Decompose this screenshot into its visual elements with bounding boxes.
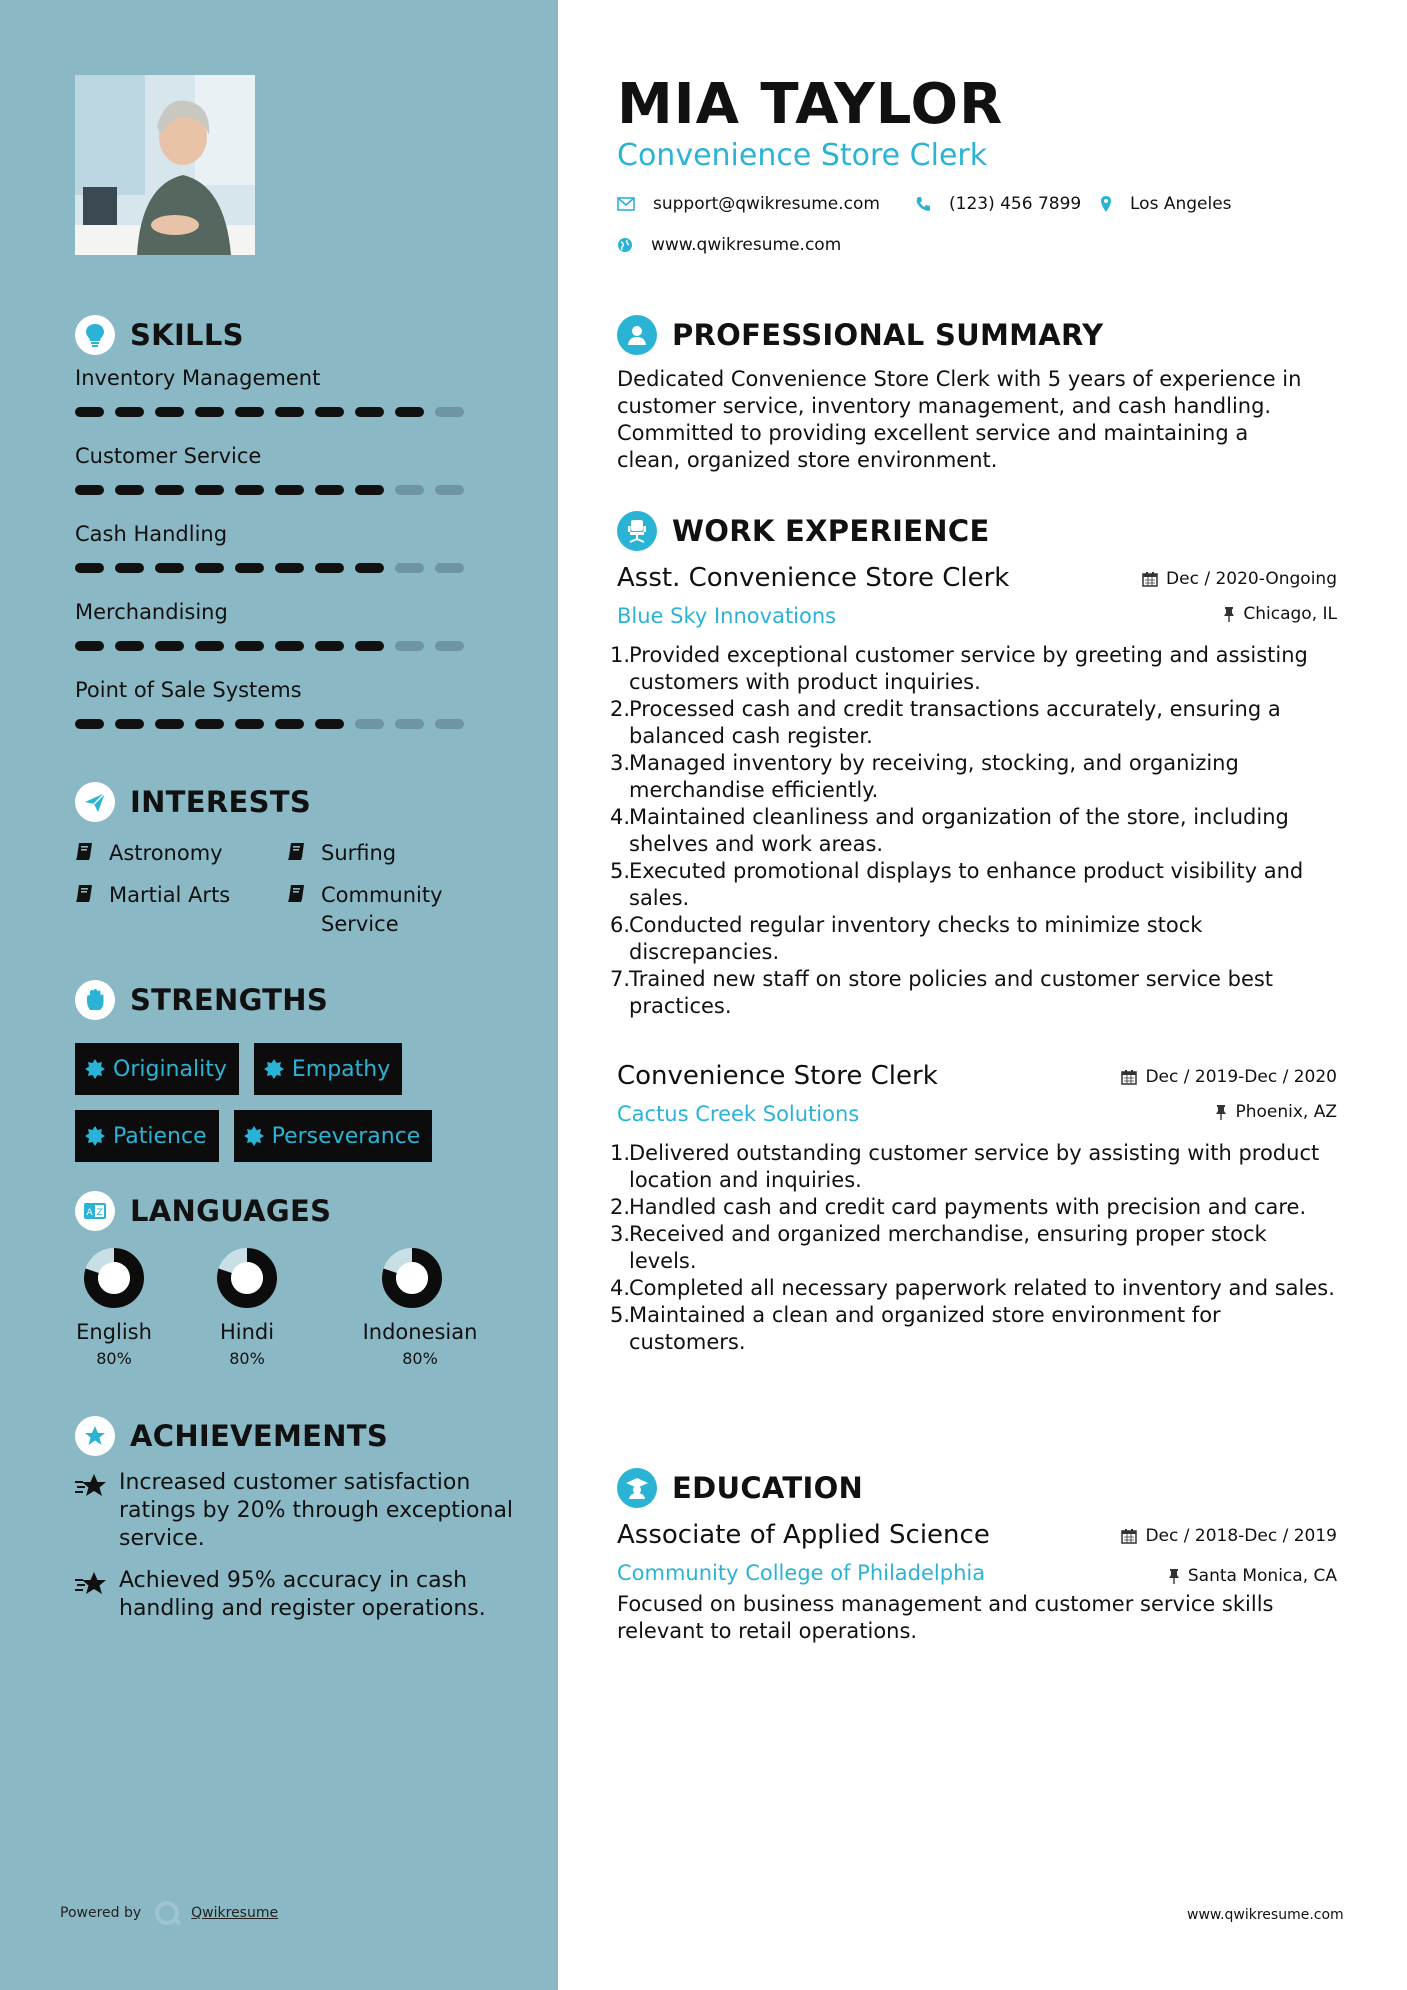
responsibility-text: Trained new staff on store policies and customer service best practices.: [629, 967, 1274, 1018]
skills-title: SKILLS: [130, 318, 244, 352]
list-number: 5.: [610, 859, 631, 883]
skill-level-bar: [75, 641, 475, 651]
interest-item: [287, 839, 487, 868]
skill-name: Customer Service: [75, 444, 262, 468]
education-location-text: Santa Monica, CA: [1187, 1566, 1337, 1586]
skill-level-segment: [235, 563, 264, 573]
skill-level-segment: [115, 563, 144, 573]
skill-level-segment: [275, 563, 304, 573]
interest-label: Community Service: [321, 883, 443, 936]
responsibility-item: [610, 1275, 1337, 1302]
list-number: 7.: [610, 967, 631, 991]
contact-email[interactable]: [617, 194, 880, 214]
language-item: [75, 1246, 153, 1368]
responsibility-text: Received and organized merchandise, ensuring proper stock levels.: [629, 1222, 1267, 1273]
language-percent: 80%: [96, 1349, 132, 1368]
skill-level-segment: [155, 641, 184, 651]
skill-level-segment: [275, 719, 304, 729]
interest-item: [75, 881, 287, 939]
job-dates-text: Dec / 2019-Dec / 2020: [1145, 1067, 1337, 1087]
skill-level-segment: [115, 719, 144, 729]
language-name: Indonesian: [362, 1320, 478, 1344]
skill-level-segment: [195, 407, 224, 417]
responsibility-item: [610, 1302, 1337, 1356]
skill-level-segment: [235, 485, 264, 495]
responsibility-text: Executed promotional displays to enhance product visibility and sales.: [629, 859, 1304, 910]
book-icon: [75, 841, 95, 861]
lightbulb-icon: [75, 315, 115, 355]
list-number: 4.: [610, 1276, 631, 1300]
education-dates: [1121, 1526, 1337, 1546]
job-entry: [610, 560, 1337, 1020]
skill-level-segment: [115, 641, 144, 651]
qwikresume-logo-icon: [153, 1900, 183, 1926]
achievement-text: Increased customer satisfaction ratings by 20% through exceptional service.: [119, 1470, 514, 1551]
interests-title: INTERESTS: [130, 785, 312, 819]
skill-item: [75, 592, 515, 670]
responsibility-item: [610, 858, 1337, 912]
sidebar: [0, 0, 558, 1990]
responsibility-text: Maintained a clean and organized store environment for customers.: [629, 1303, 1221, 1354]
achievement-item: [75, 1567, 515, 1623]
language-percent: 80%: [402, 1349, 438, 1368]
school-name: Community College of Philadelphia: [617, 1561, 986, 1585]
skill-level-segment: [155, 563, 184, 573]
achievement-star-icon: [75, 1473, 107, 1499]
interest-item: [75, 839, 287, 868]
skill-name: Cash Handling: [75, 522, 228, 546]
raised-hand-icon: [75, 980, 115, 1020]
map-pin-icon: [1100, 195, 1112, 213]
skill-level-segment: [395, 563, 424, 573]
list-number: 3.: [610, 751, 631, 775]
strength-label: Originality: [113, 1056, 227, 1082]
interest-item: [287, 881, 487, 939]
language-name: Hindi: [219, 1320, 275, 1344]
responsibility-item: [610, 1194, 1337, 1221]
strength-badge: [254, 1043, 402, 1095]
interests-list: [75, 839, 515, 939]
contact-phone[interactable]: [915, 194, 1081, 214]
user-icon: [617, 315, 657, 355]
responsibility-text: Processed cash and credit transactions accurately, ensuring a balanced cash register.: [629, 697, 1281, 748]
strength-badge: [75, 1043, 239, 1095]
language-percent: 80%: [229, 1349, 265, 1368]
language-level-donut: [380, 1246, 444, 1310]
list-number: 2.: [610, 1195, 631, 1219]
experience-title: WORK EXPERIENCE: [672, 514, 990, 548]
email-text: support@qwikresume.com: [653, 194, 880, 214]
phone-text: (123) 456 7899: [949, 194, 1082, 214]
language-name: English: [76, 1320, 152, 1344]
list-number: 1.: [610, 643, 631, 667]
responsibility-text: Delivered outstanding customer service by assisting with product location and inquiries.: [629, 1141, 1320, 1192]
responsibility-item: [610, 696, 1337, 750]
language-donut-hole: [396, 1262, 428, 1294]
skill-level-segment: [395, 641, 424, 651]
summary-text: Dedicated Convenience Store Clerk with 5 years of experience in customer service, inventory management, and cash handling. Committed to providing excellent service and maintaining a clean, organized store environment.: [617, 367, 1302, 472]
job-dates: [1142, 569, 1337, 589]
languages-list: [75, 1246, 515, 1376]
book-icon: [75, 883, 95, 903]
skill-level-segment: [355, 641, 384, 651]
skill-level-segment: [235, 719, 264, 729]
list-number: 5.: [610, 1303, 631, 1327]
education-section: [617, 1465, 1337, 1645]
skill-level-segment: [395, 719, 424, 729]
sun-burst-icon: [264, 1059, 284, 1079]
skill-level-segment: [435, 719, 464, 729]
footer-website[interactable]: www.qwikresume.com: [1187, 1907, 1344, 1923]
paper-plane-icon: [75, 782, 115, 822]
summary-title: PROFESSIONAL SUMMARY: [672, 318, 1104, 352]
skill-level-segment: [275, 407, 304, 417]
job-location-text: Phoenix, AZ: [1235, 1102, 1337, 1122]
job-location: [1215, 1102, 1337, 1122]
strength-badge: [75, 1110, 219, 1162]
skill-level-segment: [75, 563, 104, 573]
languages-title: LANGUAGES: [130, 1194, 332, 1228]
office-chair-icon: [617, 511, 657, 551]
interests-section: [75, 779, 515, 939]
strengths-list: [75, 1043, 515, 1177]
strengths-title: STRENGTHS: [130, 983, 329, 1017]
skill-level-segment: [155, 485, 184, 495]
sun-burst-icon: [85, 1059, 105, 1079]
language-item: [215, 1246, 279, 1368]
candidate-role: Convenience Store Clerk: [617, 138, 988, 173]
achievements-section: [75, 1413, 515, 1623]
skill-item: [75, 514, 515, 592]
skill-name: Inventory Management: [75, 366, 321, 390]
skill-level-segment: [395, 485, 424, 495]
job-entry: [610, 1058, 1337, 1356]
skill-level-bar: [75, 563, 475, 573]
skill-name: Merchandising: [75, 600, 228, 624]
responsibility-text: Maintained cleanliness and organization of the store, including shelves and work areas.: [629, 805, 1289, 856]
responsibility-item: [610, 1221, 1337, 1275]
sun-burst-icon: [244, 1126, 264, 1146]
sun-burst-icon: [85, 1126, 105, 1146]
strength-badge: [234, 1110, 433, 1162]
skill-level-segment: [155, 407, 184, 417]
powered-by: [60, 1900, 278, 1926]
skill-level-segment: [195, 719, 224, 729]
job-dates: [1121, 1067, 1337, 1087]
calendar-icon: [1142, 571, 1158, 587]
star-badge-icon: [75, 1416, 115, 1456]
skill-level-bar: [75, 407, 475, 417]
language-level-donut: [215, 1246, 279, 1310]
responsibility-item: [610, 1140, 1337, 1194]
responsibility-item: [610, 966, 1337, 1020]
education-description: Focused on business management and customer service skills relevant to retail operations.: [617, 1592, 1274, 1643]
experience-section: [610, 508, 1337, 1356]
graduate-icon: [617, 1468, 657, 1508]
responsibility-item: [610, 642, 1337, 696]
skill-level-segment: [275, 485, 304, 495]
skill-level-segment: [355, 407, 384, 417]
list-number: 4.: [610, 805, 631, 829]
job-company: Blue Sky Innovations: [617, 604, 837, 628]
skills-list: [75, 358, 515, 748]
language-donut-hole: [231, 1262, 263, 1294]
skill-level-segment: [75, 719, 104, 729]
achievements-list: [75, 1469, 515, 1623]
job-company: Cactus Creek Solutions: [617, 1102, 860, 1126]
strength-label: Perseverance: [271, 1123, 421, 1149]
skill-level-segment: [275, 641, 304, 651]
languages-section: [75, 1188, 515, 1376]
skill-level-segment: [235, 407, 264, 417]
interest-label: Surfing: [321, 841, 397, 865]
skill-level-segment: [195, 563, 224, 573]
skill-item: [75, 358, 515, 436]
education-entry: [617, 1517, 1337, 1645]
calendar-icon: [1121, 1069, 1137, 1085]
qwikresume-link[interactable]: Qwikresume: [191, 1905, 279, 1921]
skill-level-segment: [355, 563, 384, 573]
skill-level-segment: [315, 563, 344, 573]
strength-label: Empathy: [291, 1056, 391, 1082]
skill-level-segment: [435, 563, 464, 573]
job-responsibilities: [610, 642, 1337, 1020]
responsibility-text: Provided exceptional customer service by greeting and assisting customers with product inquiries.: [629, 643, 1308, 694]
phone-icon: [915, 196, 931, 212]
language-donut-hole: [98, 1262, 130, 1294]
pushpin-icon: [1168, 1568, 1180, 1584]
skill-level-segment: [235, 641, 264, 651]
strengths-section: [75, 977, 515, 1177]
education-location: [1168, 1566, 1337, 1586]
book-icon: [287, 883, 307, 903]
svg-text:Z: Z: [96, 1208, 103, 1218]
skill-level-segment: [315, 407, 344, 417]
skill-level-segment: [75, 641, 104, 651]
skill-level-segment: [195, 485, 224, 495]
responsibility-text: Completed all necessary paperwork related to inventory and sales.: [629, 1276, 1335, 1300]
skill-level-segment: [115, 485, 144, 495]
achievement-item: [75, 1469, 515, 1553]
skill-level-segment: [75, 407, 104, 417]
interest-label: Martial Arts: [109, 883, 231, 907]
skills-section: [75, 312, 515, 748]
skill-level-segment: [435, 641, 464, 651]
skill-item: [75, 436, 515, 514]
responsibility-item: [610, 804, 1337, 858]
achievement-text: Achieved 95% accuracy in cash handling and register operations.: [119, 1568, 486, 1621]
job-location-text: Chicago, IL: [1243, 604, 1337, 624]
main-content: [610, 0, 1337, 1990]
list-number: 3.: [610, 1222, 631, 1246]
skill-level-segment: [315, 641, 344, 651]
skill-level-segment: [315, 719, 344, 729]
calendar-icon: [1121, 1528, 1137, 1544]
skill-level-segment: [115, 407, 144, 417]
svg-text:A: A: [86, 1208, 93, 1218]
pushpin-icon: [1215, 1104, 1227, 1120]
responsibility-text: Managed inventory by receiving, stocking, and organizing merchandise efficiently.: [629, 751, 1239, 802]
skill-level-segment: [395, 407, 424, 417]
summary-section: [617, 312, 1337, 474]
interest-label: Astronomy: [109, 841, 223, 865]
achievements-title: ACHIEVEMENTS: [130, 1419, 389, 1453]
language-item: [355, 1246, 485, 1368]
responsibility-text: Conducted regular inventory checks to minimize stock discrepancies.: [629, 913, 1203, 964]
list-number: 1.: [610, 1141, 631, 1165]
website-text: www.qwikresume.com: [651, 235, 842, 255]
job-responsibilities: [610, 1140, 1337, 1356]
responsibility-item: [610, 912, 1337, 966]
degree-title: Associate of Applied Science: [617, 1520, 990, 1550]
skill-item: [75, 670, 515, 748]
skill-level-bar: [75, 719, 475, 729]
powered-by-label: Powered by: [60, 1905, 142, 1921]
contact-location: [1100, 194, 1232, 214]
education-dates-text: Dec / 2018-Dec / 2019: [1145, 1526, 1337, 1546]
language-icon: [75, 1191, 115, 1231]
candidate-name: MIA TAYLOR: [617, 72, 1004, 137]
language-level-donut: [82, 1246, 146, 1310]
contact-website[interactable]: [617, 235, 841, 255]
envelope-icon: [617, 197, 635, 211]
pushpin-icon: [1223, 606, 1235, 622]
skill-level-segment: [435, 485, 464, 495]
job-title: Convenience Store Clerk: [617, 1061, 938, 1091]
skill-level-segment: [315, 485, 344, 495]
skill-level-bar: [75, 485, 475, 495]
achievement-star-icon: [75, 1571, 107, 1597]
skill-level-segment: [75, 485, 104, 495]
skill-level-segment: [435, 407, 464, 417]
list-number: 6.: [610, 913, 631, 937]
list-number: 2.: [610, 697, 631, 721]
skill-name: Point of Sale Systems: [75, 678, 302, 702]
job-location: [1223, 604, 1337, 624]
skill-level-segment: [155, 719, 184, 729]
skill-level-segment: [355, 485, 384, 495]
location-text: Los Angeles: [1130, 194, 1232, 214]
skill-level-segment: [195, 641, 224, 651]
strength-label: Patience: [113, 1123, 207, 1149]
skill-level-segment: [355, 719, 384, 729]
book-icon: [287, 841, 307, 861]
education-title: EDUCATION: [672, 1471, 864, 1505]
job-dates-text: Dec / 2020-Ongoing: [1166, 569, 1337, 589]
globe-icon: [617, 237, 633, 253]
responsibility-item: [610, 750, 1337, 804]
responsibility-text: Handled cash and credit card payments with precision and care.: [629, 1195, 1307, 1219]
job-title: Asst. Convenience Store Clerk: [617, 563, 1010, 593]
profile-photo: [75, 75, 255, 255]
